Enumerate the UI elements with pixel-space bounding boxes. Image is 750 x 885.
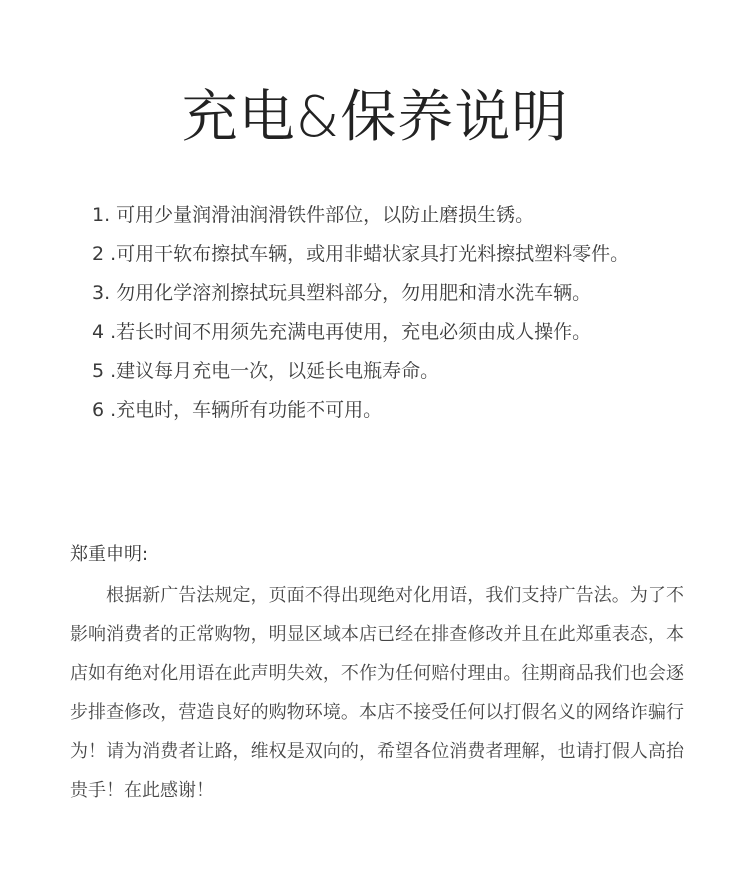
page-title: 充电&保养说明: [181, 85, 569, 150]
notice-heading: 郑重申明:: [70, 544, 149, 565]
instruction-item: 1. 可用少量润滑油润滑铁件部位，以防止磨损生锈。: [92, 204, 535, 226]
instruction-item: 2 .可用干软布擦拭车辆，或用非蜡状家具打光料擦拭塑料零件。: [92, 243, 630, 265]
instruction-item: 6 .充电时，车辆所有功能不可用。: [92, 399, 383, 421]
instruction-item: 4 .若长时间不用须先充满电再使用，充电必须由成人操作。: [92, 321, 592, 343]
notice-body: 根据新广告法规定，页面不得出现绝对化用语，我们支持广告法。为了不影响消费者的正常购物，明显区域本店已经在排查修改并且在此郑重表态，本店如有绝对化用语在此声明失效，不作为任何赔付理由。往期商品我们也会逐步排查修改，营造良好的购物环境。本店不接受任何以打假名义的网络诈骗行为！请为消费者让路，维权是双向的，希望各位消费者理解，也请打假人高抬贵手！在此感谢！: [70, 585, 684, 801]
instruction-item: 5 .建议每月充电一次，以延长电瓶寿命。: [92, 360, 440, 382]
care-instructions-list: [92, 196, 712, 430]
instruction-item: 3. 勿用化学溶剂擦拭玩具塑料部分，勿用肥和清水洗车辆。: [92, 282, 592, 304]
notice-section: [70, 540, 684, 810]
